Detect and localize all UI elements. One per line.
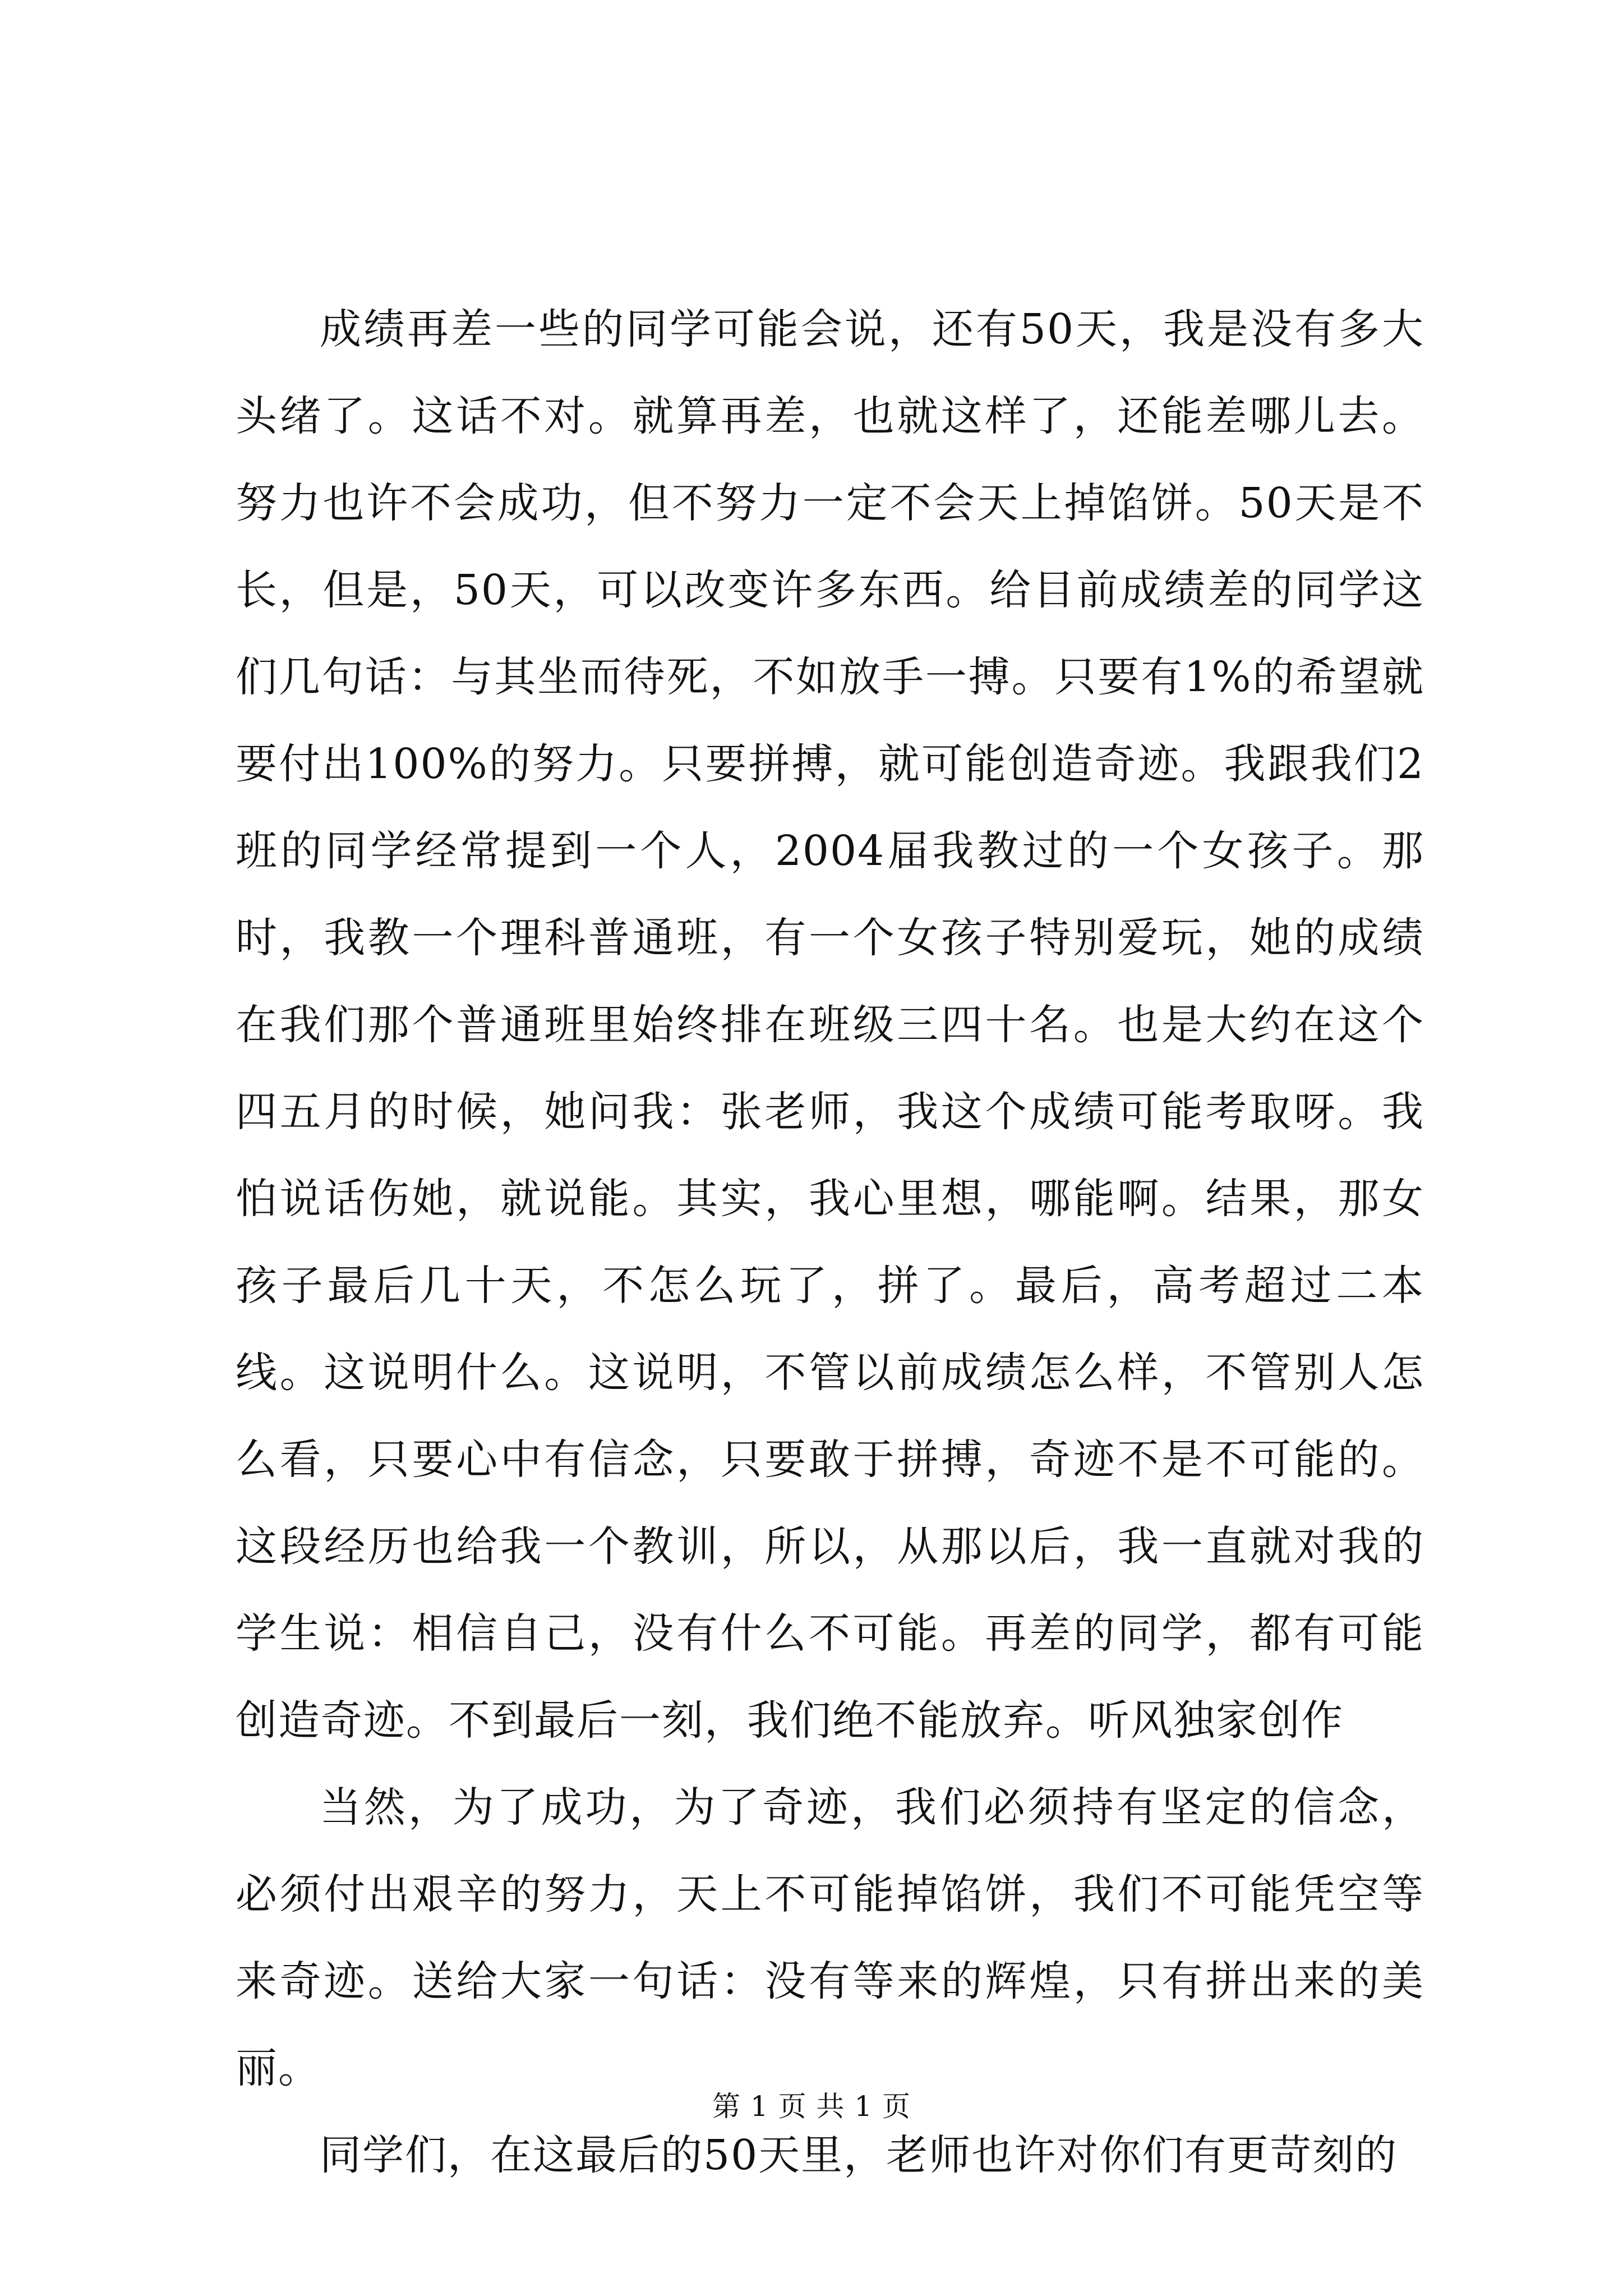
paragraph: 成绩再差一些的同学可能会说，还有50天，我是没有多大头绪了。这话不对。就算再差，也就这样了，还能差哪儿去。努力也许不会成功，但不努力一定不会天上掉馅饼。50天是不长，但是，50天，可以改变许多东西。给目前成绩差的同学这们几句话：与其坐而待死，不如放手一搏。只要有1%的希望就要付出100%的努力。只要拼搏，就可能创造奇迹。我跟我们2班的同学经常提到一个人，2004届我教过的一个女孩子。那时，我教一个理科普通班，有一个女孩子特别爱玩，她的成绩在我们那个普通班里始终排在班级三四十名。也是大约在这个四五月的时候，她问我：张老师，我这个成绩可能考取呀。我怕说话伤她，就说能。其实，我心里想，哪能啊。结果，那女孩子最后几十天，不怎么玩了，拼了。最后，高考超过二本线。这说明什么。这说明，不管以前成绩怎么样，不管别人怎么看，只要心中有信念，只要敢于拼搏，奇迹不是不可能的。这段经历也给我一个教训，所以，从那以后，我一直就对我的学生说：相信自己，没有什么不可能。再差的同学，都有可能创造奇迹。不到最后一刻，我们绝不能放弃。听风独家创作 (236, 305, 1424, 1745)
paragraph: 同学们，在这最后的50天里，老师也许对你们有更苛刻的 (320, 2131, 1398, 2179)
document-body (236, 286, 1424, 2199)
page-number-footer: 第 1 页 共 1 页 (712, 2090, 911, 2123)
paragraph: 当然，为了成功，为了奇迹，我们必须持有坚定的信念，必须付出艰辛的努力，天上不可能掉馅饼，我们不可能凭空等来奇迹。送给大家一句话：没有等来的辉煌，只有拼出来的美丽。 (236, 1783, 1424, 2092)
